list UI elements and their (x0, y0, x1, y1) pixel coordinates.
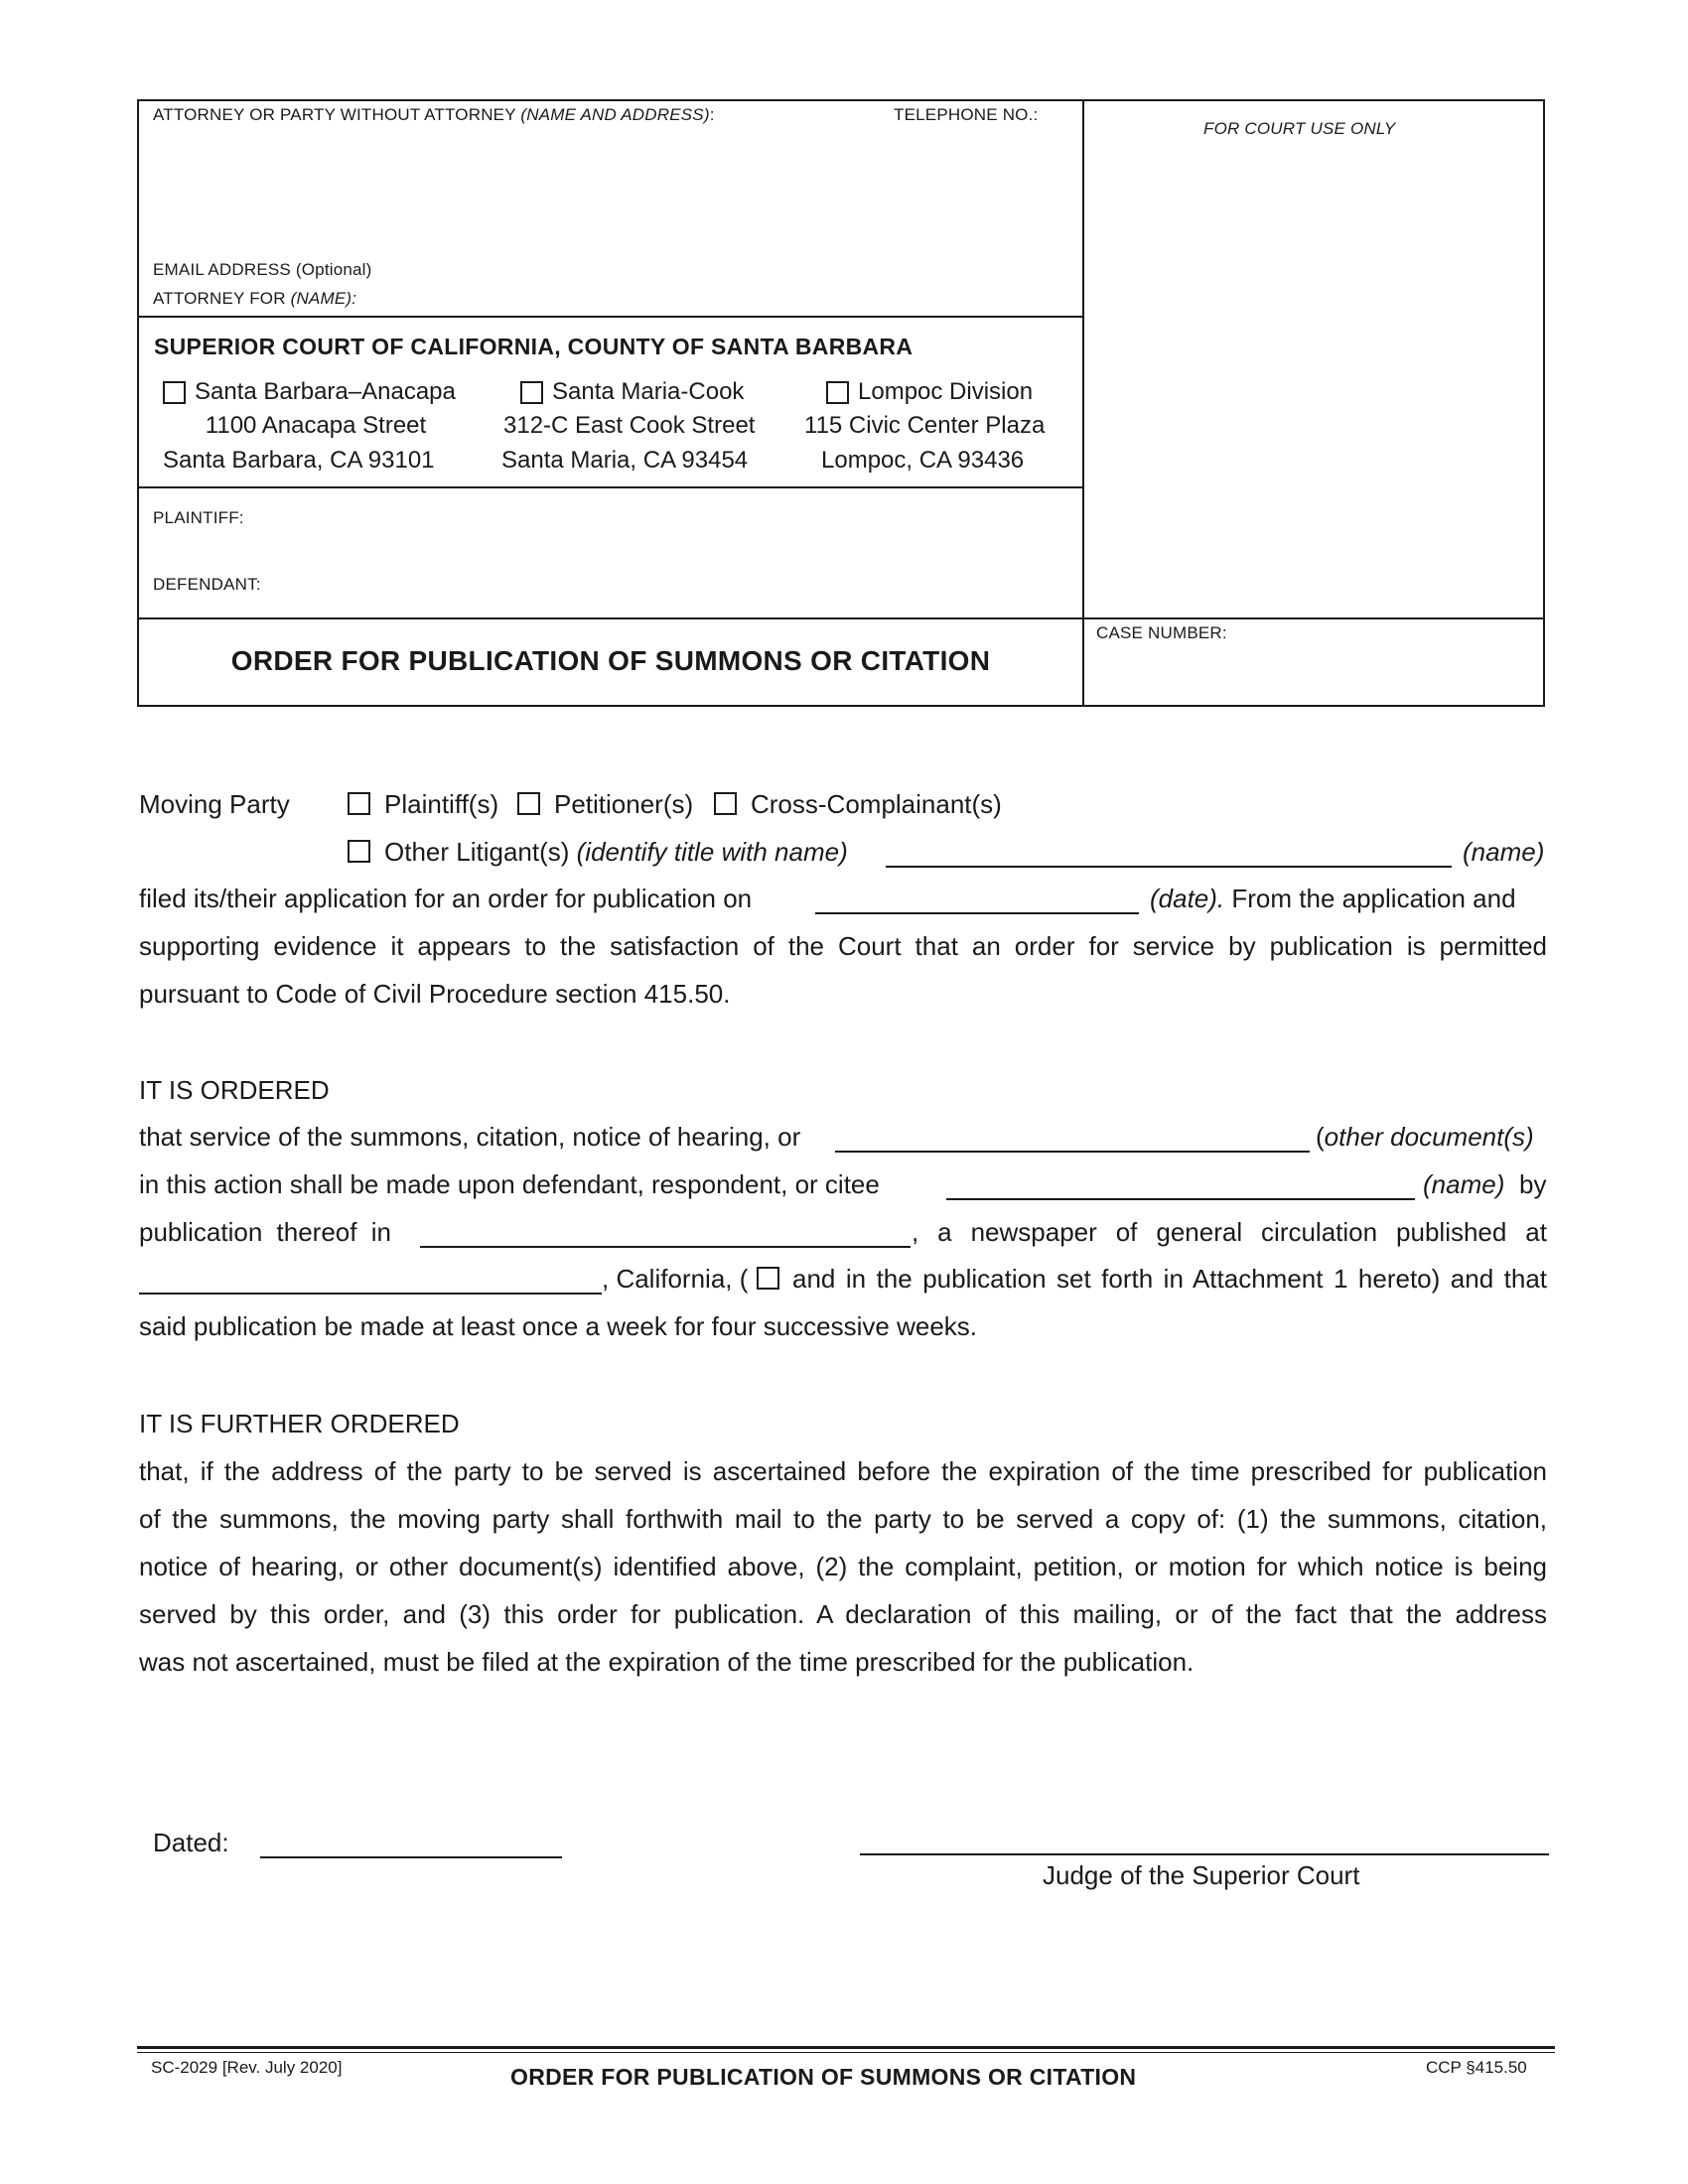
footer-rule-thin (137, 2052, 1555, 2053)
divider-court (137, 486, 1083, 488)
other-litigant-checkbox[interactable] (348, 840, 370, 863)
plaintiff-option-label: Plaintiff(s) (384, 789, 499, 819)
location-anacapa-checkbox[interactable] (163, 381, 186, 404)
location-lompoc-checkbox[interactable] (826, 381, 849, 404)
further-ordered-line: notice of hearing, or other document(s) identified above, (2) the complaint, petition, or motion for which notice is being (139, 1552, 1547, 1581)
cross-complainant-option-label: Cross-Complainant(s) (751, 789, 1002, 819)
newspaper-circulation-text: , a newspaper of general circulation published at (912, 1217, 1547, 1247)
further-ordered-line: was not ascertained, must be filed at the expiration of the time prescribed for the publication. (139, 1647, 1195, 1677)
four-successive-weeks-text: said publication be made at least once a week for four successive weeks. (139, 1311, 978, 1341)
attorney-for-label: ATTORNEY FOR (NAME): (153, 289, 357, 308)
service-of-summons-text: that service of the summons, citation, notice of hearing, or (139, 1122, 801, 1152)
footer-title: ORDER FOR PUBLICATION OF SUMMONS OR CITATION (510, 2064, 1137, 2090)
caption-vertical-divider (1082, 99, 1084, 707)
judge-label: Judge of the Superior Court (1043, 1860, 1360, 1890)
plaintiff-field[interactable] (258, 501, 1072, 535)
defendant-name-hint: (name) (1423, 1169, 1505, 1199)
publication-thereof-text: publication thereof in (139, 1217, 391, 1247)
form-title: ORDER FOR PUBLICATION OF SUMMONS OR CITATION (230, 645, 991, 676)
form-id: SC-2029 [Rev. July 2020] (151, 2058, 343, 2077)
location-santa-maria-checkbox[interactable] (520, 381, 543, 404)
publication-city-field[interactable] (139, 1293, 602, 1295)
defendant-name-field[interactable] (946, 1198, 1415, 1200)
court-title: SUPERIOR COURT OF CALIFORNIA, COUNTY OF SANTA BARBARA (154, 334, 914, 359)
attorney-label: ATTORNEY OR PARTY WITHOUT ATTORNEY (NAME AND ADDRESS): (153, 105, 715, 124)
dated-field[interactable] (260, 1856, 562, 1858)
attorney-name-address-field[interactable] (153, 129, 1066, 248)
it-is-further-ordered-heading: IT IS FURTHER ORDERED (139, 1409, 460, 1438)
other-litigant-name-field[interactable] (886, 866, 1452, 868)
location-santa-maria-street: 312-C East Cook Street (503, 412, 756, 439)
petitioner-checkbox[interactable] (517, 792, 540, 815)
moving-party-label: Moving Party (139, 789, 290, 819)
location-anacapa-name: Santa Barbara–Anacapa (195, 378, 456, 405)
further-ordered-line: that, if the address of the party to be served is ascertained before the expiration of the time prescribed for publication (139, 1456, 1547, 1486)
case-number-field[interactable] (1096, 647, 1533, 697)
case-number-label: CASE NUMBER: (1096, 623, 1227, 642)
divider-attorney (137, 316, 1083, 318)
location-lompoc-name: Lompoc Division (858, 378, 1034, 405)
location-santa-maria-city: Santa Maria, CA 93454 (501, 447, 749, 474)
filed-application-text: filed its/their application for an order for publication on (139, 884, 753, 913)
judge-signature-line[interactable] (860, 1853, 1549, 1855)
cross-complainant-checkbox[interactable] (714, 792, 737, 815)
other-documents-hint: (other document(s) (1316, 1122, 1534, 1152)
further-ordered-line: of the summons, the moving party shall forthwith mail to the party to be served a copy of: (1) the summons, citation, (139, 1504, 1547, 1534)
date-hint-text: (date). From the application and (1150, 884, 1516, 913)
court-use-only-label: FOR COURT USE ONLY (1203, 119, 1396, 138)
newspaper-name-field[interactable] (420, 1246, 911, 1248)
email-label: EMAIL ADDRESS (Optional) (153, 260, 372, 279)
plaintiff-checkbox[interactable] (348, 792, 370, 815)
dated-label: Dated: (153, 1828, 229, 1857)
defendant-field[interactable] (278, 568, 1072, 602)
telephone-label: TELEPHONE NO.: (894, 105, 1039, 124)
location-lompoc-street: 115 Civic Center Plaza (804, 412, 1046, 439)
location-anacapa-city: Santa Barbara, CA 93101 (163, 447, 435, 474)
location-lompoc-city: Lompoc, CA 93436 (821, 447, 1025, 474)
california-text: , California, ( (602, 1264, 749, 1294)
location-anacapa-street: 1100 Anacapa Street (205, 412, 427, 439)
footer-rule-thick (137, 2046, 1555, 2049)
application-date-field[interactable] (815, 912, 1139, 914)
attachment-publication-checkbox[interactable] (757, 1267, 779, 1290)
other-documents-field[interactable] (835, 1151, 1310, 1153)
attachment-publication-text: and in the publication set forth in Attachment 1 hereto) and that (792, 1264, 1547, 1294)
name-hint: (name) (1463, 837, 1545, 867)
plaintiff-label: PLAINTIFF: (153, 508, 244, 527)
it-is-ordered-heading: IT IS ORDERED (139, 1075, 330, 1105)
further-ordered-line: served by this order, and (3) this order for publication. A declaration of this mailing, or of the fact that the address (139, 1599, 1547, 1629)
ccp-section-text: pursuant to Code of Civil Procedure section 415.50. (139, 979, 731, 1009)
petitioner-option-label: Petitioner(s) (554, 789, 694, 819)
by-text: by (1519, 1169, 1547, 1199)
location-santa-maria-name: Santa Maria-Cook (552, 378, 745, 405)
ccp-code: CCP §415.50 (1426, 2058, 1527, 2077)
defendant-label: DEFENDANT: (153, 575, 261, 594)
other-litigant-option-label: Other Litigant(s) (identify title with name) (384, 837, 848, 867)
supporting-evidence-text: supporting evidence it appears to the satisfaction of the Court that an order for service by publication is permitted (139, 931, 1547, 961)
divider-parties (137, 617, 1545, 619)
upon-defendant-text: in this action shall be made upon defendant, respondent, or citee (139, 1169, 880, 1199)
